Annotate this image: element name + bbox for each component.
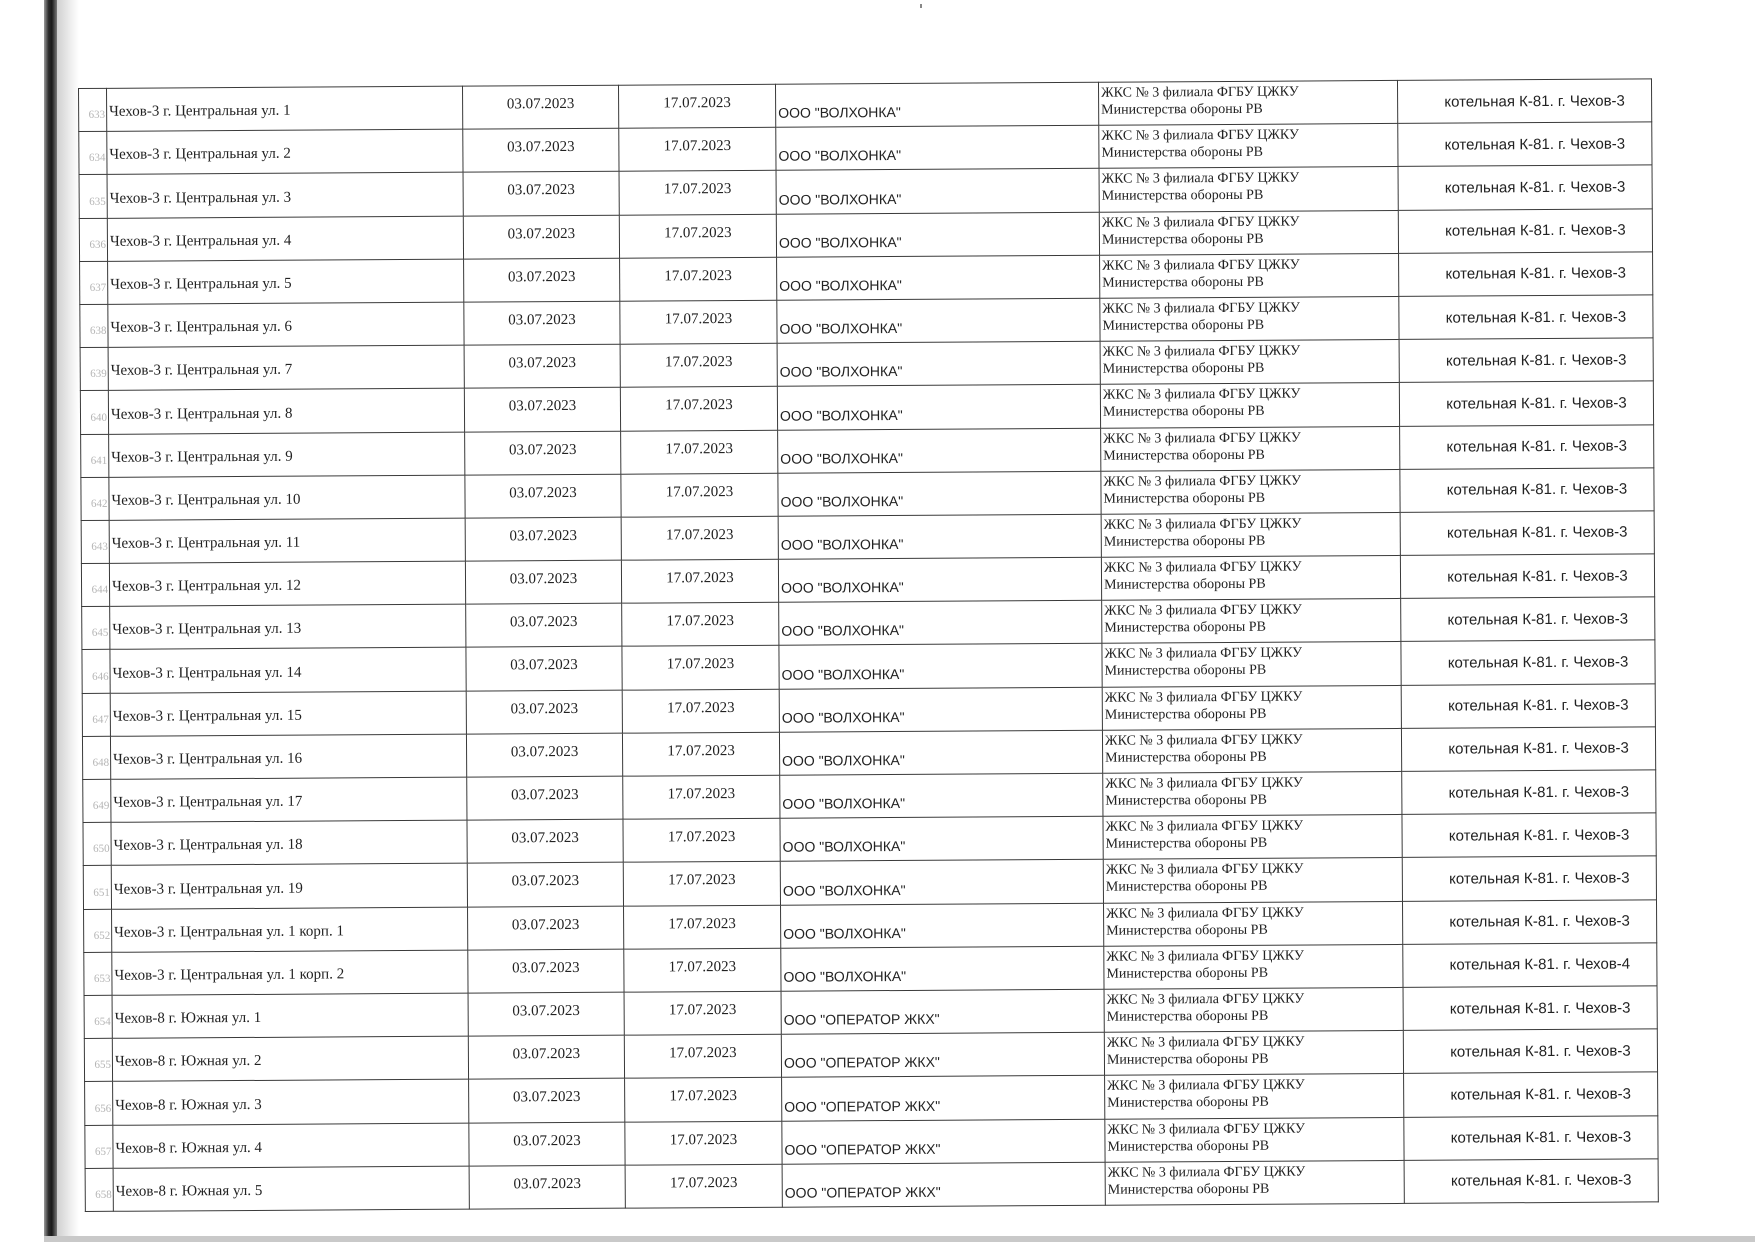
heat-source-cell: котельная К-81. г. Чехов-3	[1398, 208, 1652, 253]
start-date-cell: 03.07.2023	[469, 1078, 625, 1122]
row-number: 647	[82, 693, 110, 736]
address-cell: Чехов-3 г. Центральная ул. 6	[108, 302, 464, 347]
management-company-cell: ООО "ВОЛХОНКА"	[778, 514, 1101, 559]
address-cell: Чехов-8 г. Южная ул. 4	[113, 1123, 469, 1168]
start-date-cell: 03.07.2023	[465, 560, 621, 604]
start-date-cell: 03.07.2023	[466, 647, 622, 691]
end-date-cell: 17.07.2023	[622, 646, 779, 690]
responsible-org-cell	[1100, 253, 1399, 298]
responsible-org-line2: Министерства обороны РВ	[1105, 835, 1268, 852]
responsible-org-line2: Министерства обороны РВ	[1102, 404, 1265, 421]
responsible-org-line1: ЖКС № 3 филиала ФГБУ ЦЖКУ	[1105, 818, 1304, 835]
end-date-cell: 17.07.2023	[623, 775, 780, 819]
management-company-cell: ООО "ОПЕРАТОР ЖКХ"	[782, 1162, 1105, 1207]
responsible-org-line2: Министерства обороны РВ	[1103, 490, 1266, 507]
start-date-cell: 03.07.2023	[462, 85, 618, 129]
register-table	[78, 78, 1659, 1212]
end-date-cell: 17.07.2023	[625, 1121, 782, 1165]
start-date-cell: 03.07.2023	[464, 258, 620, 302]
row-number: 649	[83, 779, 111, 822]
heat-source-cell: котельная К-81. г. Чехов-3	[1400, 554, 1654, 599]
heat-source-cell: котельная К-81. г. Чехов-3	[1401, 727, 1655, 772]
start-date-cell: 03.07.2023	[463, 128, 619, 172]
responsible-org-line1: ЖКС № 3 филиала ФГБУ ЦЖКУ	[1103, 430, 1301, 447]
responsible-org-line2: Министерства обороны РВ	[1104, 620, 1266, 636]
end-date-cell: 17.07.2023	[621, 430, 778, 474]
address-cell: Чехов-3 г. Центральная ул. 12	[109, 561, 465, 606]
address-cell: Чехов-8 г. Южная ул. 3	[113, 1079, 469, 1124]
row-number: 651	[83, 866, 111, 909]
responsible-org-cell	[1104, 987, 1403, 1032]
management-company-cell: ООО "ВОЛХОНКА"	[779, 644, 1102, 689]
start-date-cell: 03.07.2023	[463, 172, 619, 216]
heat-source-cell: котельная К-81. г. Чехов-3	[1402, 899, 1656, 944]
address-cell: Чехов-3 г. Центральная ул. 5	[108, 259, 464, 304]
responsible-org-cell	[1103, 858, 1402, 903]
start-date-cell: 03.07.2023	[464, 344, 620, 388]
start-date-cell: 03.07.2023	[468, 1035, 624, 1079]
responsible-org-line2: Министерства обороны РВ	[1107, 1095, 1269, 1112]
responsible-org-line1: ЖКС № 3 филиала ФГБУ ЦЖКУ	[1102, 343, 1301, 360]
heat-source-cell: котельная К-81. г. Чехов-3	[1400, 511, 1654, 556]
address-cell: Чехов-3 г. Центральная ул. 19	[111, 864, 467, 909]
heat-source-cell: котельная К-81. г. Чехов-3	[1398, 122, 1652, 167]
responsible-org-line2: Министерства обороны РВ	[1102, 274, 1264, 291]
management-company-cell: ООО "ВОЛХОНКА"	[778, 471, 1101, 516]
management-company-cell: ООО "ОПЕРАТОР ЖКХ"	[781, 989, 1104, 1034]
responsible-org-line1: ЖКС № 3 филиала ФГБУ ЦЖКУ	[1104, 645, 1303, 663]
responsible-org-line2: Министерства обороны РВ	[1102, 317, 1265, 334]
responsible-org-line1: ЖКС № 3 филиала ФГБУ ЦЖКУ	[1102, 257, 1300, 274]
scan-speck	[920, 4, 922, 8]
end-date-cell: 17.07.2023	[624, 1034, 781, 1078]
start-date-cell: 03.07.2023	[463, 215, 619, 259]
heat-source-cell: котельная К-81. г. Чехов-3	[1401, 684, 1655, 729]
responsible-org-line1: ЖКС № 3 филиала ФГБУ ЦЖКУ	[1106, 948, 1304, 965]
row-number: 636	[79, 218, 107, 261]
address-cell: Чехов-3 г. Центральная ул. 4	[107, 216, 463, 261]
responsible-org-cell	[1103, 815, 1402, 860]
row-number: 653	[84, 952, 112, 995]
management-company-cell: ООО "ВОЛХОНКА"	[777, 298, 1100, 343]
end-date-cell: 17.07.2023	[623, 862, 780, 906]
row-number: 638	[80, 304, 108, 347]
address-cell: Чехов-8 г. Южная ул. 1	[112, 993, 468, 1038]
end-date-cell: 17.07.2023	[623, 818, 780, 862]
responsible-org-cell	[1101, 512, 1400, 557]
responsible-org-cell	[1102, 728, 1401, 773]
start-date-cell: 03.07.2023	[464, 301, 620, 345]
heat-source-cell: котельная К-81. г. Чехов-3	[1397, 79, 1651, 124]
management-company-cell: ООО "ВОЛХОНКА"	[777, 255, 1100, 300]
management-company-cell: ООО "ВОЛХОНКА"	[779, 730, 1102, 775]
row-number: 656	[85, 1082, 113, 1125]
page-bottom-edge	[44, 1236, 1755, 1242]
start-date-cell: 03.07.2023	[469, 1122, 625, 1166]
management-company-cell: ООО "ВОЛХОНКА"	[779, 601, 1102, 646]
address-cell: Чехов-3 г. Центральная ул. 15	[110, 691, 466, 736]
management-company-cell: ООО "ВОЛХОНКА"	[780, 860, 1103, 905]
responsible-org-line1: ЖКС № 3 филиала ФГБУ ЦЖКУ	[1101, 170, 1300, 188]
responsible-org-line2: Министерства обороны РВ	[1105, 792, 1268, 809]
management-company-cell: ООО "ВОЛХОНКА"	[780, 773, 1103, 818]
heat-source-cell: котельная К-81. г. Чехов-3	[1404, 1115, 1658, 1160]
address-cell: Чехов-3 г. Центральная ул. 1 корп. 1	[112, 907, 468, 952]
heat-source-cell: котельная К-81. г. Чехов-3	[1404, 1072, 1658, 1117]
address-cell: Чехов-3 г. Центральная ул. 8	[108, 388, 464, 433]
responsible-org-cell	[1099, 167, 1398, 212]
responsible-org-line1: ЖКС № 3 филиала ФГБУ ЦЖКУ	[1101, 214, 1300, 231]
responsible-org-line2: Министерства обороны РВ	[1106, 922, 1268, 939]
start-date-cell: 03.07.2023	[466, 690, 622, 734]
address-cell: Чехов-8 г. Южная ул. 5	[113, 1166, 469, 1211]
responsible-org-line1: ЖКС № 3 филиала ФГБУ ЦЖКУ	[1105, 775, 1303, 792]
management-company-cell: ООО "ВОЛХОНКА"	[775, 82, 1098, 127]
responsible-org-line2: Министерства обороны РВ	[1103, 447, 1265, 464]
management-company-cell: ООО "ВОЛХОНКА"	[780, 816, 1103, 861]
management-company-cell: ООО "ВОЛХОНКА"	[776, 169, 1099, 214]
responsible-org-cell	[1105, 1160, 1404, 1205]
heat-source-cell: котельная К-81. г. Чехов-3	[1400, 424, 1654, 469]
responsible-org-cell	[1100, 340, 1399, 385]
address-cell: Чехов-3 г. Центральная ул. 10	[109, 475, 465, 520]
end-date-cell: 17.07.2023	[618, 84, 775, 128]
row-number: 648	[82, 736, 110, 779]
row-number: 642	[81, 477, 109, 520]
row-number: 652	[84, 909, 112, 952]
row-number: 640	[80, 391, 108, 434]
end-date-cell: 17.07.2023	[621, 559, 778, 603]
management-company-cell: ООО "ВОЛХОНКА"	[781, 903, 1104, 948]
binding-shadow	[57, 0, 79, 1242]
row-number: 635	[79, 175, 107, 218]
page-binding-edge	[44, 0, 57, 1242]
end-date-cell: 17.07.2023	[621, 473, 778, 517]
responsible-org-cell	[1102, 642, 1401, 687]
start-date-cell: 03.07.2023	[465, 517, 621, 561]
heat-source-cell: котельная К-81. г. Чехов-3	[1403, 986, 1657, 1031]
responsible-org-line2: Министерства обороны РВ	[1102, 360, 1265, 377]
responsible-org-line2: Министерства обороны РВ	[1106, 1051, 1269, 1068]
responsible-org-line1: ЖКС № 3 филиала ФГБУ ЦЖКУ	[1101, 84, 1299, 101]
end-date-cell: 17.07.2023	[625, 1078, 782, 1122]
responsible-org-line1: ЖКС № 3 филиала ФГБУ ЦЖКУ	[1104, 732, 1303, 749]
responsible-org-cell	[1102, 685, 1401, 730]
heat-source-cell: котельная К-81. г. Чехов-3	[1399, 252, 1653, 297]
address-cell: Чехов-3 г. Центральная ул. 11	[109, 518, 465, 563]
heat-source-cell: котельная К-81. г. Чехов-3	[1400, 468, 1654, 513]
responsible-org-cell	[1104, 944, 1403, 989]
end-date-cell: 17.07.2023	[619, 171, 776, 215]
heat-source-cell: котельная К-81. г. Чехов-3	[1401, 597, 1655, 642]
responsible-org-line1: ЖКС № 3 филиала ФГБУ ЦЖКУ	[1104, 602, 1302, 619]
start-date-cell: 03.07.2023	[467, 776, 623, 820]
responsible-org-cell	[1100, 383, 1399, 428]
address-cell: Чехов-3 г. Центральная ул. 17	[111, 777, 467, 822]
end-date-cell: 17.07.2023	[621, 516, 778, 560]
responsible-org-line2: Министерства обороны РВ	[1104, 706, 1267, 723]
responsible-org-line2: Министерства обороны РВ	[1101, 231, 1264, 248]
responsible-org-line1: ЖКС № 3 филиала ФГБУ ЦЖКУ	[1106, 905, 1304, 922]
end-date-cell: 17.07.2023	[620, 257, 777, 301]
register-table-body	[79, 79, 1659, 1212]
row-number: 643	[81, 520, 109, 563]
address-cell: Чехов-3 г. Центральная ул. 13	[110, 604, 466, 649]
address-cell: Чехов-3 г. Центральная ул. 7	[108, 345, 464, 390]
address-cell: Чехов-8 г. Южная ул. 2	[112, 1036, 468, 1081]
start-date-cell: 03.07.2023	[466, 603, 622, 647]
responsible-org-cell	[1101, 555, 1400, 600]
row-number: 637	[80, 261, 108, 304]
start-date-cell: 03.07.2023	[469, 1165, 625, 1209]
address-cell: Чехов-3 г. Центральная ул. 14	[110, 648, 466, 693]
address-cell: Чехов-3 г. Центральная ул. 3	[107, 173, 463, 218]
end-date-cell: 17.07.2023	[620, 343, 777, 387]
start-date-cell: 03.07.2023	[464, 388, 620, 432]
management-company-cell: ООО "ВОЛХОНКА"	[781, 946, 1104, 991]
responsible-org-line1: ЖКС № 3 филиала ФГБУ ЦЖКУ	[1106, 991, 1305, 1008]
heat-source-cell: котельная К-81. г. Чехов-3	[1402, 770, 1656, 815]
end-date-cell: 17.07.2023	[620, 387, 777, 431]
responsible-org-cell	[1102, 599, 1401, 644]
management-company-cell: ООО "ОПЕРАТОР ЖКХ"	[781, 1032, 1104, 1077]
row-number: 645	[82, 607, 110, 650]
row-number: 646	[82, 650, 110, 693]
responsible-org-line2: Министерства обороны РВ	[1105, 749, 1267, 766]
responsible-org-cell	[1098, 80, 1397, 125]
heat-source-cell: котельная К-81. г. Чехов-3	[1399, 295, 1653, 340]
heat-source-cell: котельная К-81. г. Чехов-3	[1404, 1159, 1658, 1204]
heat-source-cell: котельная К-81. г. Чехов-3	[1403, 1029, 1657, 1074]
row-number: 657	[85, 1125, 113, 1168]
responsible-org-line2: Министерства обороны РВ	[1104, 576, 1266, 593]
responsible-org-line2: Министерства обороны РВ	[1101, 144, 1264, 161]
responsible-org-cell	[1101, 426, 1400, 471]
responsible-org-line1: ЖКС № 3 филиала ФГБУ ЦЖКУ	[1107, 1164, 1306, 1181]
responsible-org-line2: Министерства обороны РВ	[1101, 188, 1264, 205]
end-date-cell: 17.07.2023	[624, 991, 781, 1035]
heat-source-cell: котельная К-81. г. Чехов-3	[1402, 813, 1656, 858]
management-company-cell: ООО "ОПЕРАТОР ЖКХ"	[782, 1119, 1105, 1164]
end-date-cell: 17.07.2023	[619, 127, 776, 171]
row-number: 634	[79, 132, 107, 175]
responsible-org-line2: Министерства обороны РВ	[1106, 965, 1269, 982]
responsible-org-line2: Министерства обороны РВ	[1107, 1138, 1270, 1155]
responsible-org-line2: Министерства обороны РВ	[1103, 533, 1266, 550]
row-number: 658	[85, 1168, 113, 1211]
heat-source-cell: котельная К-81. г. Чехов-3	[1402, 856, 1656, 901]
address-cell: Чехов-3 г. Центральная ул. 1	[107, 86, 463, 131]
end-date-cell: 17.07.2023	[622, 689, 779, 733]
table-row	[85, 1159, 1658, 1212]
address-cell: Чехов-3 г. Центральная ул. 16	[110, 734, 466, 779]
responsible-org-line2: Министерства обороны РВ	[1101, 101, 1263, 118]
responsible-org-line2: Министерства обороны РВ	[1106, 1008, 1269, 1025]
responsible-org-line1: ЖКС № 3 филиала ФГБУ ЦЖКУ	[1102, 300, 1300, 317]
start-date-cell: 03.07.2023	[465, 431, 621, 475]
responsible-org-line1: ЖКС № 3 филиала ФГБУ ЦЖКУ	[1106, 1034, 1305, 1051]
responsible-org-cell	[1104, 1031, 1403, 1076]
responsible-org-cell	[1105, 1117, 1404, 1162]
responsible-org-line1: ЖКС № 3 филиала ФГБУ ЦЖКУ	[1103, 516, 1302, 533]
responsible-org-line1: ЖКС № 3 филиала ФГБУ ЦЖКУ	[1107, 1121, 1305, 1138]
heat-source-cell: котельная К-81. г. Чехов-3	[1401, 640, 1655, 685]
start-date-cell: 03.07.2023	[466, 733, 622, 777]
management-company-cell: ООО "ВОЛХОНКА"	[776, 125, 1099, 170]
end-date-cell: 17.07.2023	[624, 905, 781, 949]
management-company-cell: ООО "ВОЛХОНКА"	[778, 428, 1101, 473]
management-company-cell: ООО "ВОЛХОНКА"	[776, 212, 1099, 257]
responsible-org-cell	[1105, 1074, 1404, 1119]
row-number: 641	[81, 434, 109, 477]
responsible-org-cell	[1099, 124, 1398, 169]
responsible-org-cell	[1103, 901, 1402, 946]
management-company-cell: ООО "ВОЛХОНКА"	[777, 341, 1100, 386]
responsible-org-line1: ЖКС № 3 филиала ФГБУ ЦЖКУ	[1103, 559, 1302, 576]
responsible-org-line1: ЖКС № 3 филиала ФГБУ ЦЖКУ	[1107, 1077, 1305, 1095]
management-company-cell: ООО "ВОЛХОНКА"	[778, 557, 1101, 602]
responsible-org-line1: ЖКС № 3 филиала ФГБУ ЦЖКУ	[1104, 689, 1303, 706]
responsible-org-cell	[1101, 469, 1400, 514]
start-date-cell: 03.07.2023	[467, 863, 623, 907]
responsible-org-line1: ЖКС № 3 филиала ФГБУ ЦЖКУ	[1105, 861, 1304, 879]
end-date-cell: 17.07.2023	[625, 1164, 782, 1208]
row-number: 654	[84, 995, 112, 1038]
row-number: 644	[81, 563, 109, 606]
end-date-cell: 17.07.2023	[622, 602, 779, 646]
end-date-cell: 17.07.2023	[622, 732, 779, 776]
heat-source-cell: котельная К-81. г. Чехов-3	[1399, 338, 1653, 383]
responsible-org-line2: Министерства обороны РВ	[1104, 663, 1267, 680]
start-date-cell: 03.07.2023	[468, 992, 624, 1036]
address-cell: Чехов-3 г. Центральная ул. 9	[109, 432, 465, 477]
responsible-org-line1: ЖКС № 3 филиала ФГБУ ЦЖКУ	[1102, 386, 1301, 404]
start-date-cell: 03.07.2023	[467, 819, 623, 863]
responsible-org-line1: ЖКС № 3 филиала ФГБУ ЦЖКУ	[1103, 473, 1302, 490]
responsible-org-line1: ЖКС № 3 филиала ФГБУ ЦЖКУ	[1101, 127, 1299, 144]
address-cell: Чехов-3 г. Центральная ул. 18	[111, 820, 467, 865]
responsible-org-cell	[1100, 296, 1399, 341]
heat-source-cell: котельная К-81. г. Чехов-4	[1403, 943, 1657, 988]
management-company-cell: ООО "ВОЛХОНКА"	[777, 385, 1100, 430]
responsible-org-cell	[1103, 771, 1402, 816]
start-date-cell: 03.07.2023	[465, 474, 621, 518]
management-company-cell: ООО "ВОЛХОНКА"	[779, 687, 1102, 732]
end-date-cell: 17.07.2023	[619, 214, 776, 258]
responsible-org-cell	[1099, 210, 1398, 255]
heat-source-cell: котельная К-81. г. Чехов-3	[1398, 165, 1652, 210]
responsible-org-line2: Министерства обороны РВ	[1105, 879, 1268, 896]
responsible-org-line2: Министерства обороны РВ	[1107, 1181, 1270, 1198]
start-date-cell: 03.07.2023	[468, 949, 624, 993]
row-number: 650	[83, 822, 111, 865]
address-cell: Чехов-3 г. Центральная ул. 2	[107, 129, 463, 174]
heat-source-cell: котельная К-81. г. Чехов-3	[1399, 381, 1653, 426]
row-number: 655	[84, 1038, 112, 1081]
row-number: 633	[79, 88, 107, 131]
end-date-cell: 17.07.2023	[620, 300, 777, 344]
end-date-cell: 17.07.2023	[624, 948, 781, 992]
management-company-cell: ООО "ОПЕРАТОР ЖКХ"	[782, 1076, 1105, 1121]
start-date-cell: 03.07.2023	[468, 906, 624, 950]
address-cell: Чехов-3 г. Центральная ул. 1 корп. 2	[112, 950, 468, 995]
row-number: 639	[80, 347, 108, 390]
